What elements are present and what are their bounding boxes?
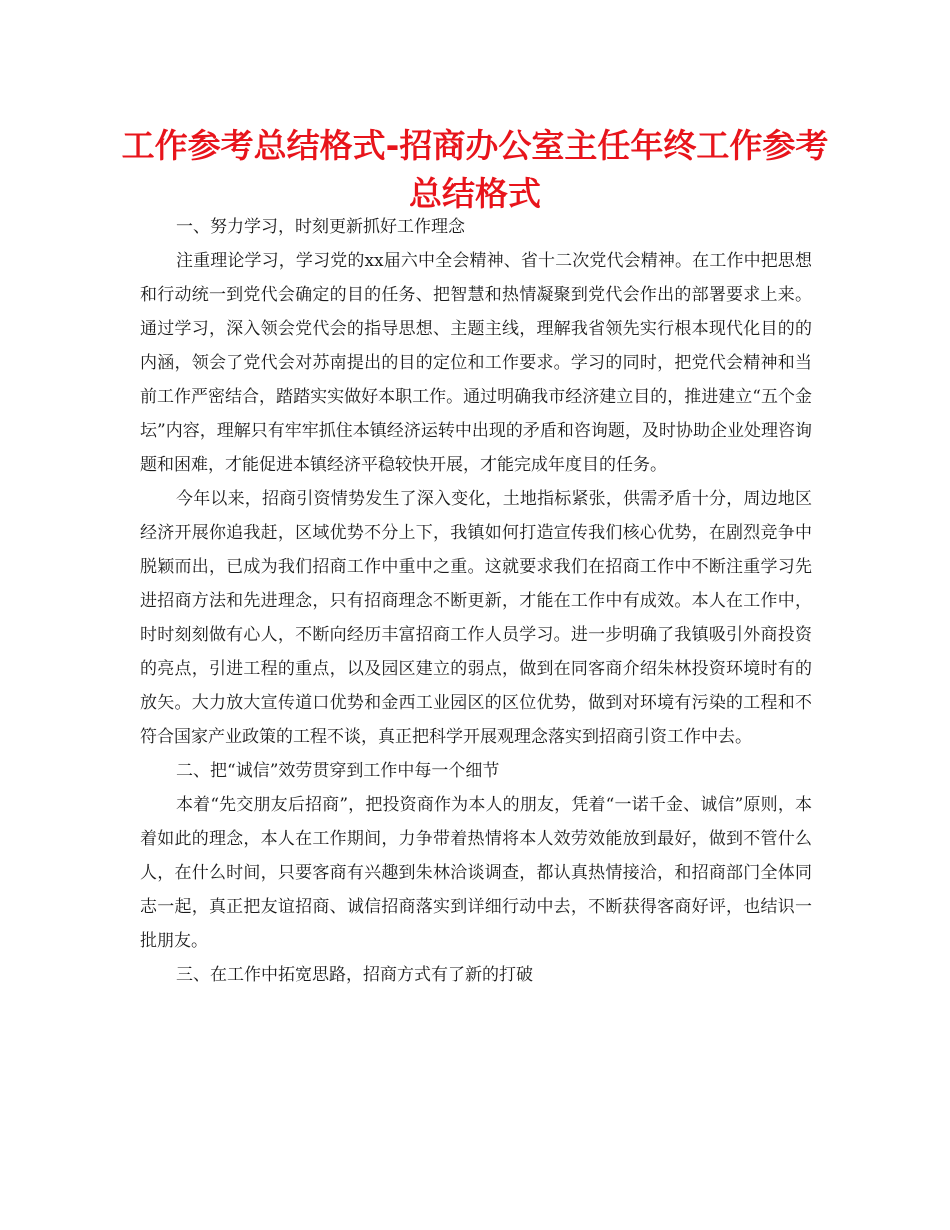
section-heading-3: 三、在工作中拓宽思路，招商方式有了新的打破	[176, 965, 533, 985]
document-body	[140, 210, 812, 992]
document-title	[100, 122, 850, 218]
document-title-line-2: 总结格式	[409, 174, 541, 213]
body-paragraph-2: 今年以来，招商引资情势发生了深入变化，土地指标紧张，供需矛盾十分，周边地区经济开展你追我赶，区域优势不分上下，我镇如何打造宣传我们核心优势，在剧烈竞争中脱颖而出，已成为我们招商工作中重中之重。这就要求我们在招商工作中不断注重学习先进招商方法和先进理念，只有招商理念不断更新，才能在工作中有成效。本人在工作中，时时刻刻做有心人，不断向经历丰富招商工作人员学习。进一步明确了我镇吸引外商投资的亮点，引进工程的重点，以及园区建立的弱点，做到在同客商介绍朱林投资环境时有的放矢。大力放大宣传道口优势和金西工业园区的区位优势，做到对环境有污染的工程和不符合国家产业政策的工程不谈，真正把科学开展观理念落实到招商引资工作中去。	[140, 489, 812, 747]
body-paragraph-1: 注重理论学习，学习党的xx届六中全会精神、省十二次党代会精神。在工作中把思想和行动统一到党代会确定的目的任务、把智慧和热情凝聚到党代会作出的部署要求上来。通过学习，深入领会党代会的指导思想、主题主线，理解我省领先实行根本现代化目的的内涵，领会了党代会对苏南提出的目的定位和工作要求。学习的同时，把党代会精神和当前工作严密结合，踏踏实实做好本职工作。通过明确我市经济建立目的，推进建立“五个金坛”内容，理解只有牢牢抓住本镇经济运转中出现的矛盾和咨询题，及时协助企业处理咨询题和困难，才能促进本镇经济平稳较快开展，才能完成年度目的任务。	[140, 251, 812, 475]
section-heading-1: 一、努力学习，时刻更新抓好工作理念	[176, 217, 465, 237]
section-heading-2: 二、把“诚信”效劳贯穿到工作中每一个细节	[176, 761, 500, 781]
body-paragraph-3: 本着“先交朋友后招商”，把投资商作为本人的朋友，凭着“一诺千金、诚信”原则，本着如此的理念，本人在工作期间，力争带着热情将本人效劳效能放到最好，做到不管什么人，在什么时间，只要客商有兴趣到朱林洽谈调查，都认真热情接洽，和招商部门全体同志一起，真正把友谊招商、诚信招商落实到详细行动中去，不断获得客商好评，也结识一批朋友。	[140, 795, 812, 951]
document-title-line-1: 工作参考总结格式-招商办公室主任年终工作参考	[121, 126, 829, 165]
